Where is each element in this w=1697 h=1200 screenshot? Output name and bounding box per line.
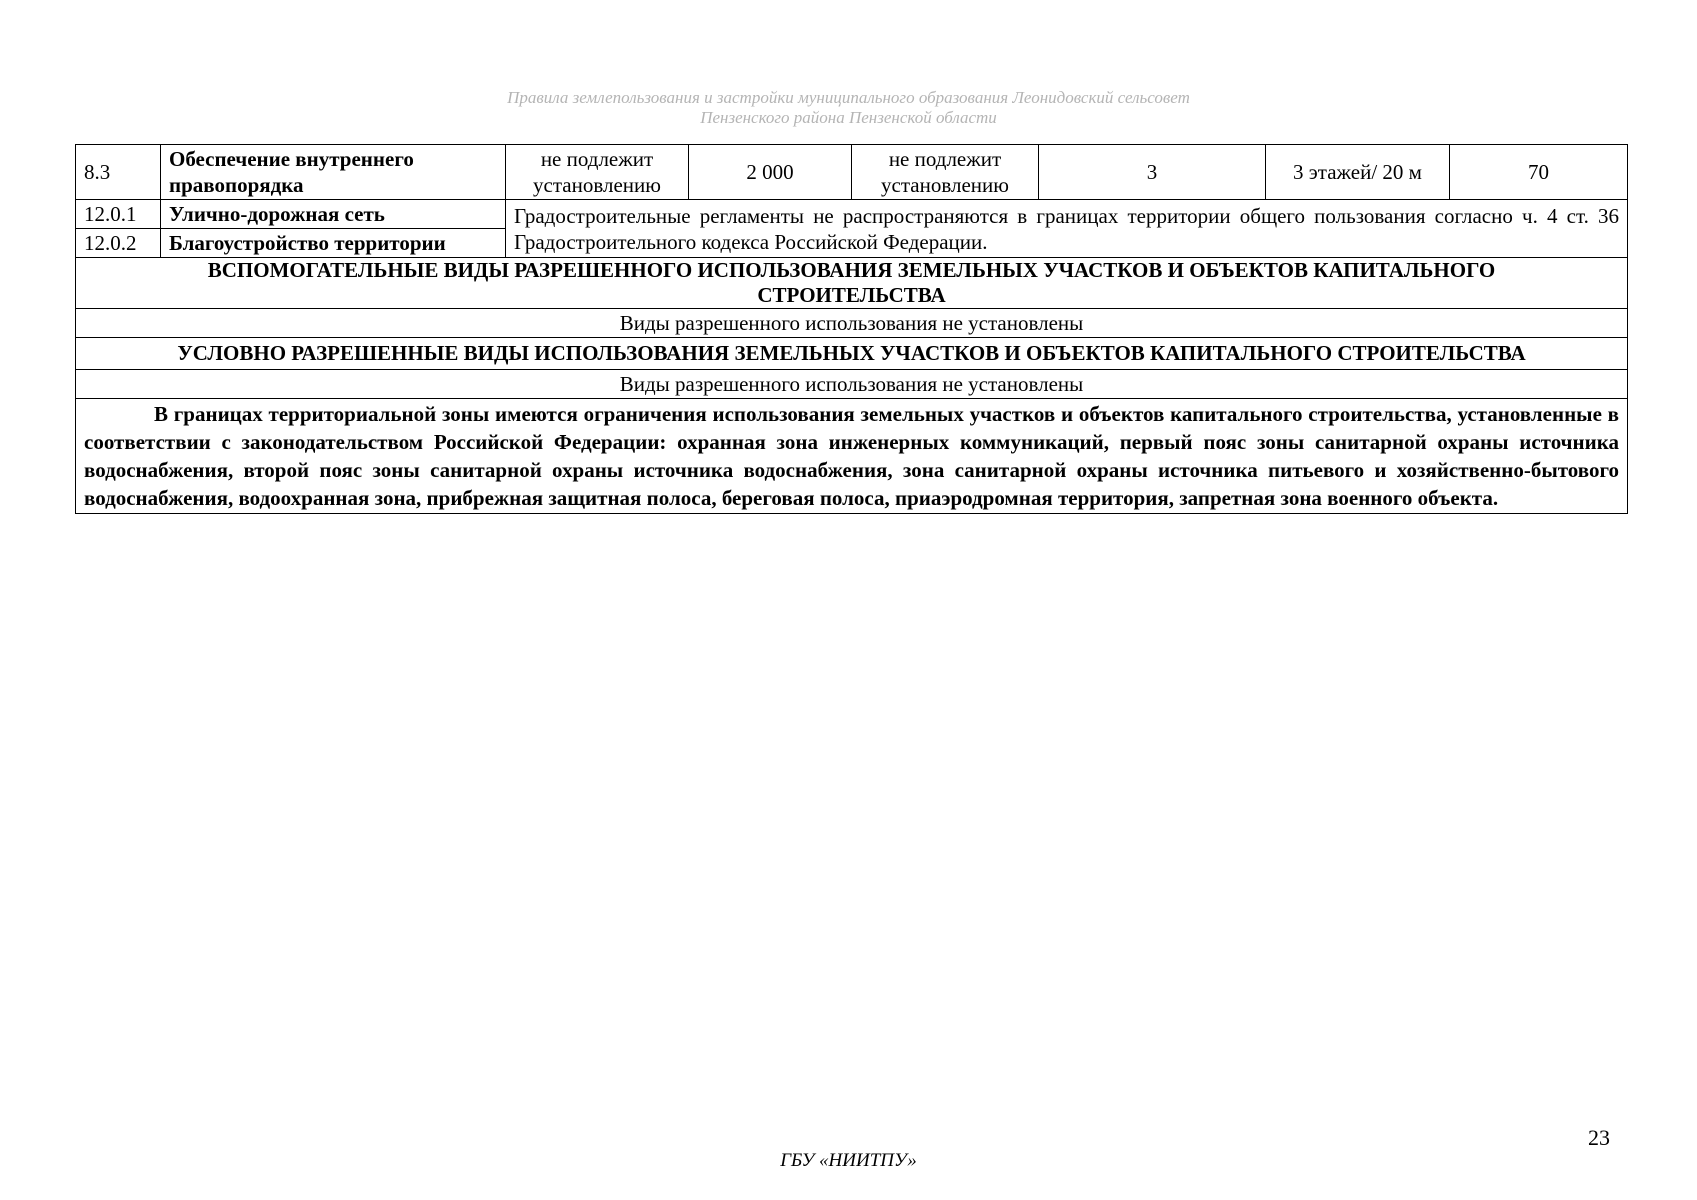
auxiliary-value: Виды разрешенного использования не установлены xyxy=(76,309,1628,338)
setback-cell: не подлежит установлению xyxy=(852,145,1039,200)
restrictions-row xyxy=(76,399,1628,514)
restrictions-text: В границах территориальной зоны имеются ограничения использования земельных участков и объектов капитального строительства, установленные в соответствии с законодательством Российской Федерации: охранная зона инженерных коммуникаций, первый пояс зоны санитарной охраны источника водоснабжения, второй пояс зоны санитарной охраны источника водоснабжения, зона санитарной охраны источника питьевого и хозяйственно-бытового водоснабжения, водоохранная зона, прибрежная защитная полоса, береговая полоса, приаэродромная территория, запретная зона военного объекта. xyxy=(76,399,1628,514)
auxiliary-value-row xyxy=(76,309,1628,338)
running-header xyxy=(0,88,1697,128)
use-name-cell: Благоустройство территории xyxy=(161,229,506,258)
table-row-12-0-1 xyxy=(76,200,1628,229)
auxiliary-heading-row xyxy=(76,258,1628,309)
min-size-cell: не подлежит установлению xyxy=(506,145,689,200)
conditional-value-row xyxy=(76,370,1628,399)
code-cell: 12.0.2 xyxy=(76,229,161,258)
table-row-8-3 xyxy=(76,145,1628,200)
regulations-table xyxy=(75,144,1628,514)
running-header-line-1: Правила землепользования и застройки муниципального образования Леонидовский сельсовет xyxy=(507,88,1190,107)
max-size-cell: 2 000 xyxy=(689,145,852,200)
code-cell: 12.0.1 xyxy=(76,200,161,229)
conditional-heading-row xyxy=(76,338,1628,370)
page-number: 23 xyxy=(1588,1125,1610,1150)
coverage-cell: 70 xyxy=(1450,145,1628,200)
use-name-cell: Улично-дорожная сеть xyxy=(161,200,506,229)
conditional-heading: УСЛОВНО РАЗРЕШЕННЫЕ ВИДЫ ИСПОЛЬЗОВАНИЯ ЗЕМЕЛЬНЫХ УЧАСТКОВ И ОБЪЕКТОВ КАПИТАЛЬНОГО СТРОИТЕЛЬСТВА xyxy=(76,338,1628,370)
running-header-line-2: Пензенского района Пензенской области xyxy=(700,108,997,127)
value-cell: 3 xyxy=(1039,145,1266,200)
regulation-note-cell: Градостроительные регламенты не распространяются в границах территории общего пользования согласно ч. 4 ст. 36 Градостроительного кодекса Российской Федерации. xyxy=(506,200,1628,258)
conditional-value: Виды разрешенного использования не установлены xyxy=(76,370,1628,399)
code-cell: 8.3 xyxy=(76,145,161,200)
height-cell: 3 этажей/ 20 м xyxy=(1266,145,1450,200)
use-name-cell: Обеспечение внутреннего правопорядка xyxy=(161,145,506,200)
auxiliary-heading: ВСПОМОГАТЕЛЬНЫЕ ВИДЫ РАЗРЕШЕННОГО ИСПОЛЬЗОВАНИЯ ЗЕМЕЛЬНЫХ УЧАСТКОВ И ОБЪЕКТОВ КАПИТАЛЬНОГО СТРОИТЕЛЬСТВА xyxy=(76,258,1628,309)
footer: ГБУ «НИИТПУ» xyxy=(780,1150,917,1171)
